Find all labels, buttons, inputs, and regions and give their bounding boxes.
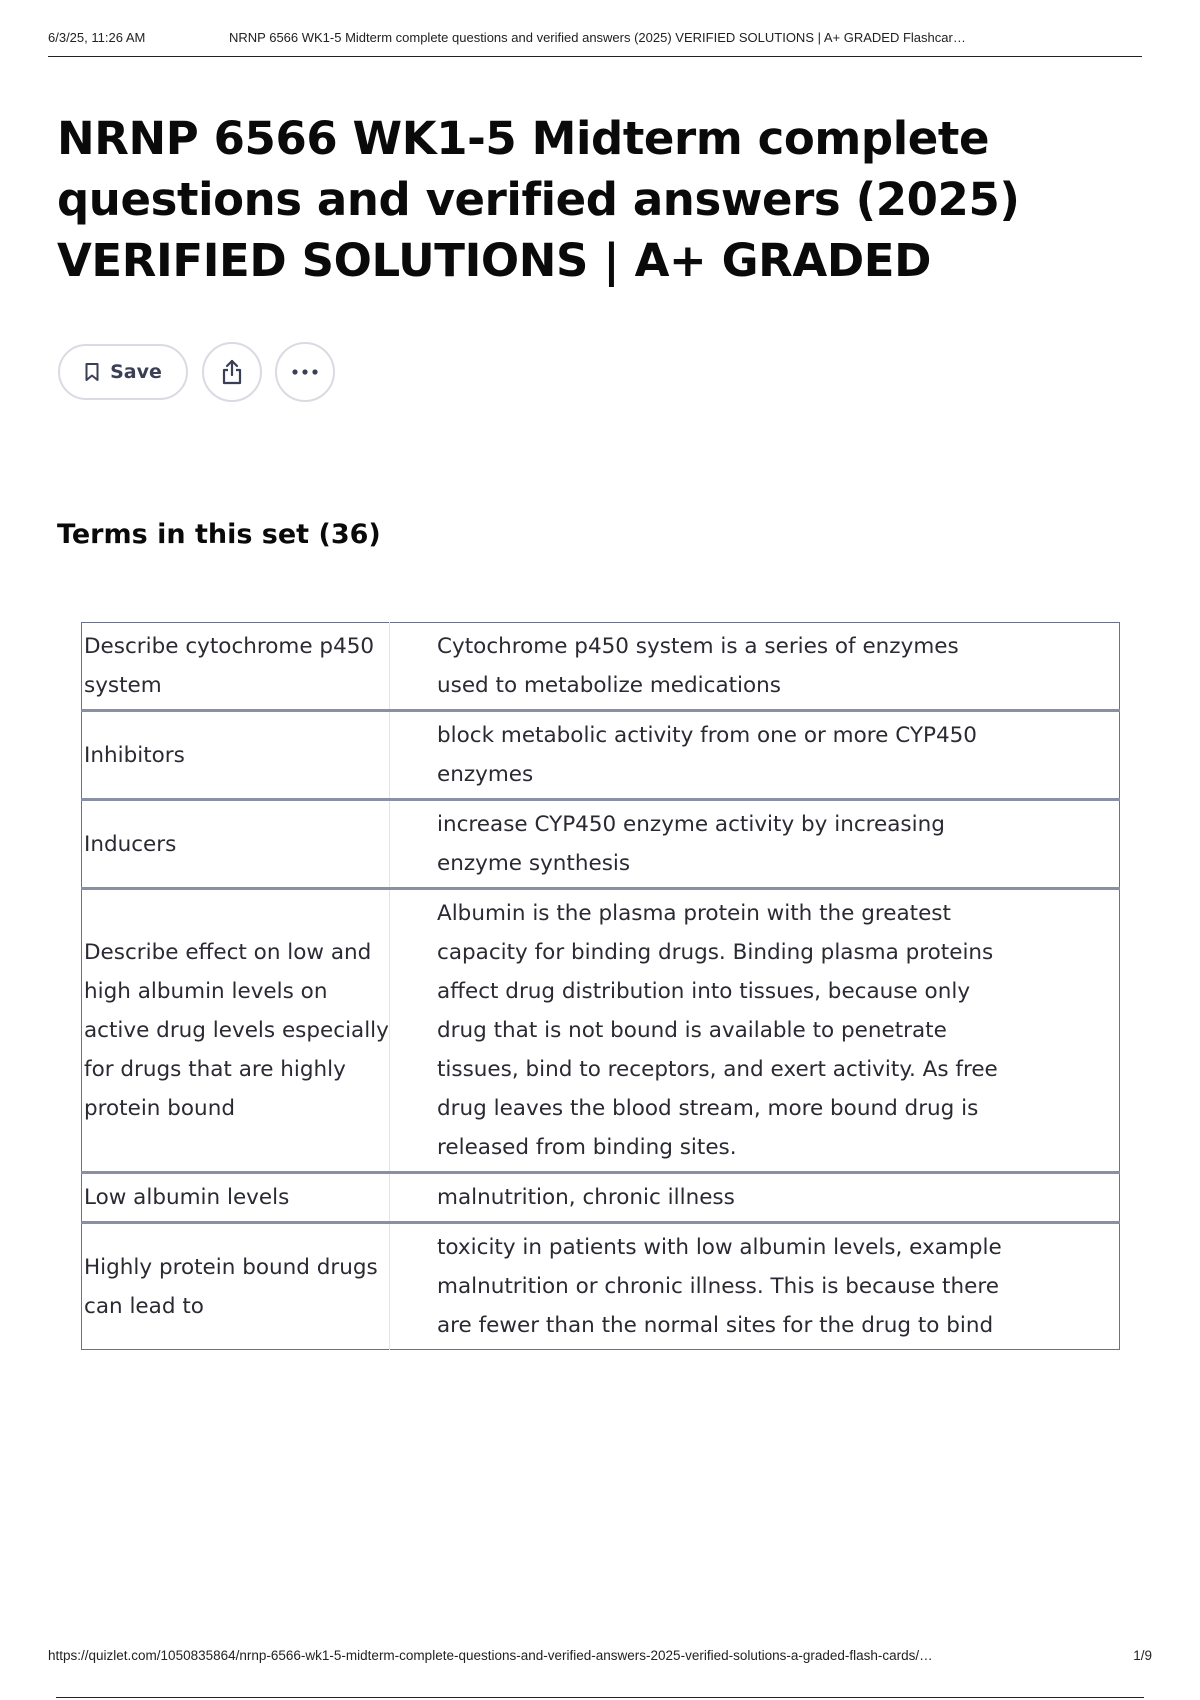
definition-cell: Albumin is the plasma protein with the greatest capacity for binding drugs. Binding plasma proteins affect drug distribution into tissues, because only drug that is not bound is available to penetrate tissues, bind to receptors, and exert activity. As free drug leaves the blood stream, more bound drug is released from binding sites. — [437, 901, 998, 1160]
definition-cell: malnutrition, chronic illness — [437, 1185, 735, 1210]
terms-heading: Terms in this set (36) — [57, 519, 381, 550]
bookmark-icon — [84, 362, 100, 382]
print-footer — [48, 1648, 1152, 1670]
page-title: NRNP 6566 WK1-5 Midterm complete questions and verified answers (2025) VERIFIED SOLUTIONS | A+ GRADED — [57, 112, 1020, 287]
term-row — [82, 800, 1120, 889]
term-cell: Inhibitors — [82, 711, 390, 800]
share-icon — [219, 358, 245, 386]
term-cell: Highly protein bound drugs can lead to — [82, 1223, 390, 1350]
term-row — [82, 889, 1120, 1173]
share-button[interactable] — [202, 342, 262, 402]
definition-cell: toxicity in patients with low albumin levels, example malnutrition or chronic illness. This is because there are fewer than the normal sites for the drug to bind — [437, 1235, 1002, 1338]
terms-table — [81, 622, 1120, 1350]
more-options-button[interactable] — [275, 342, 335, 402]
more-options-icon — [291, 368, 319, 376]
print-doc-title: NRNP 6566 WK1-5 Midterm complete questions and verified answers (2025) VERIFIED SOLUTIONS | A+ GRADED Flashcar… — [229, 30, 966, 45]
print-header — [48, 30, 1142, 57]
term-cell: Low albumin levels — [82, 1173, 390, 1223]
term-cell: Describe effect on low and high albumin levels on active drug levels especially for drugs that are highly protein bound — [82, 889, 390, 1173]
term-row — [82, 623, 1120, 711]
definition-cell: block metabolic activity from one or more CYP450 enzymes — [437, 723, 977, 787]
term-cell: Describe cytochrome p450 system — [82, 623, 390, 711]
footer-divider — [56, 1697, 1144, 1698]
print-url: https://quizlet.com/1050835864/nrnp-6566-wk1-5-midterm-complete-questions-and-verified-answers-2025-verified-solutions-a-graded-flash-cards/… — [48, 1648, 933, 1663]
print-date: 6/3/25, 11:26 AM — [48, 30, 146, 45]
term-row — [82, 1223, 1120, 1350]
page-number: 1/9 — [1133, 1648, 1152, 1663]
definition-cell: Cytochrome p450 system is a series of enzymes used to metabolize medications — [437, 634, 959, 698]
term-row — [82, 711, 1120, 800]
term-cell: Inducers — [82, 800, 390, 889]
definition-cell: increase CYP450 enzyme activity by increasing enzyme synthesis — [437, 812, 945, 876]
save-button[interactable] — [58, 344, 188, 400]
save-button-label: Save — [110, 361, 162, 383]
term-row — [82, 1173, 1120, 1223]
